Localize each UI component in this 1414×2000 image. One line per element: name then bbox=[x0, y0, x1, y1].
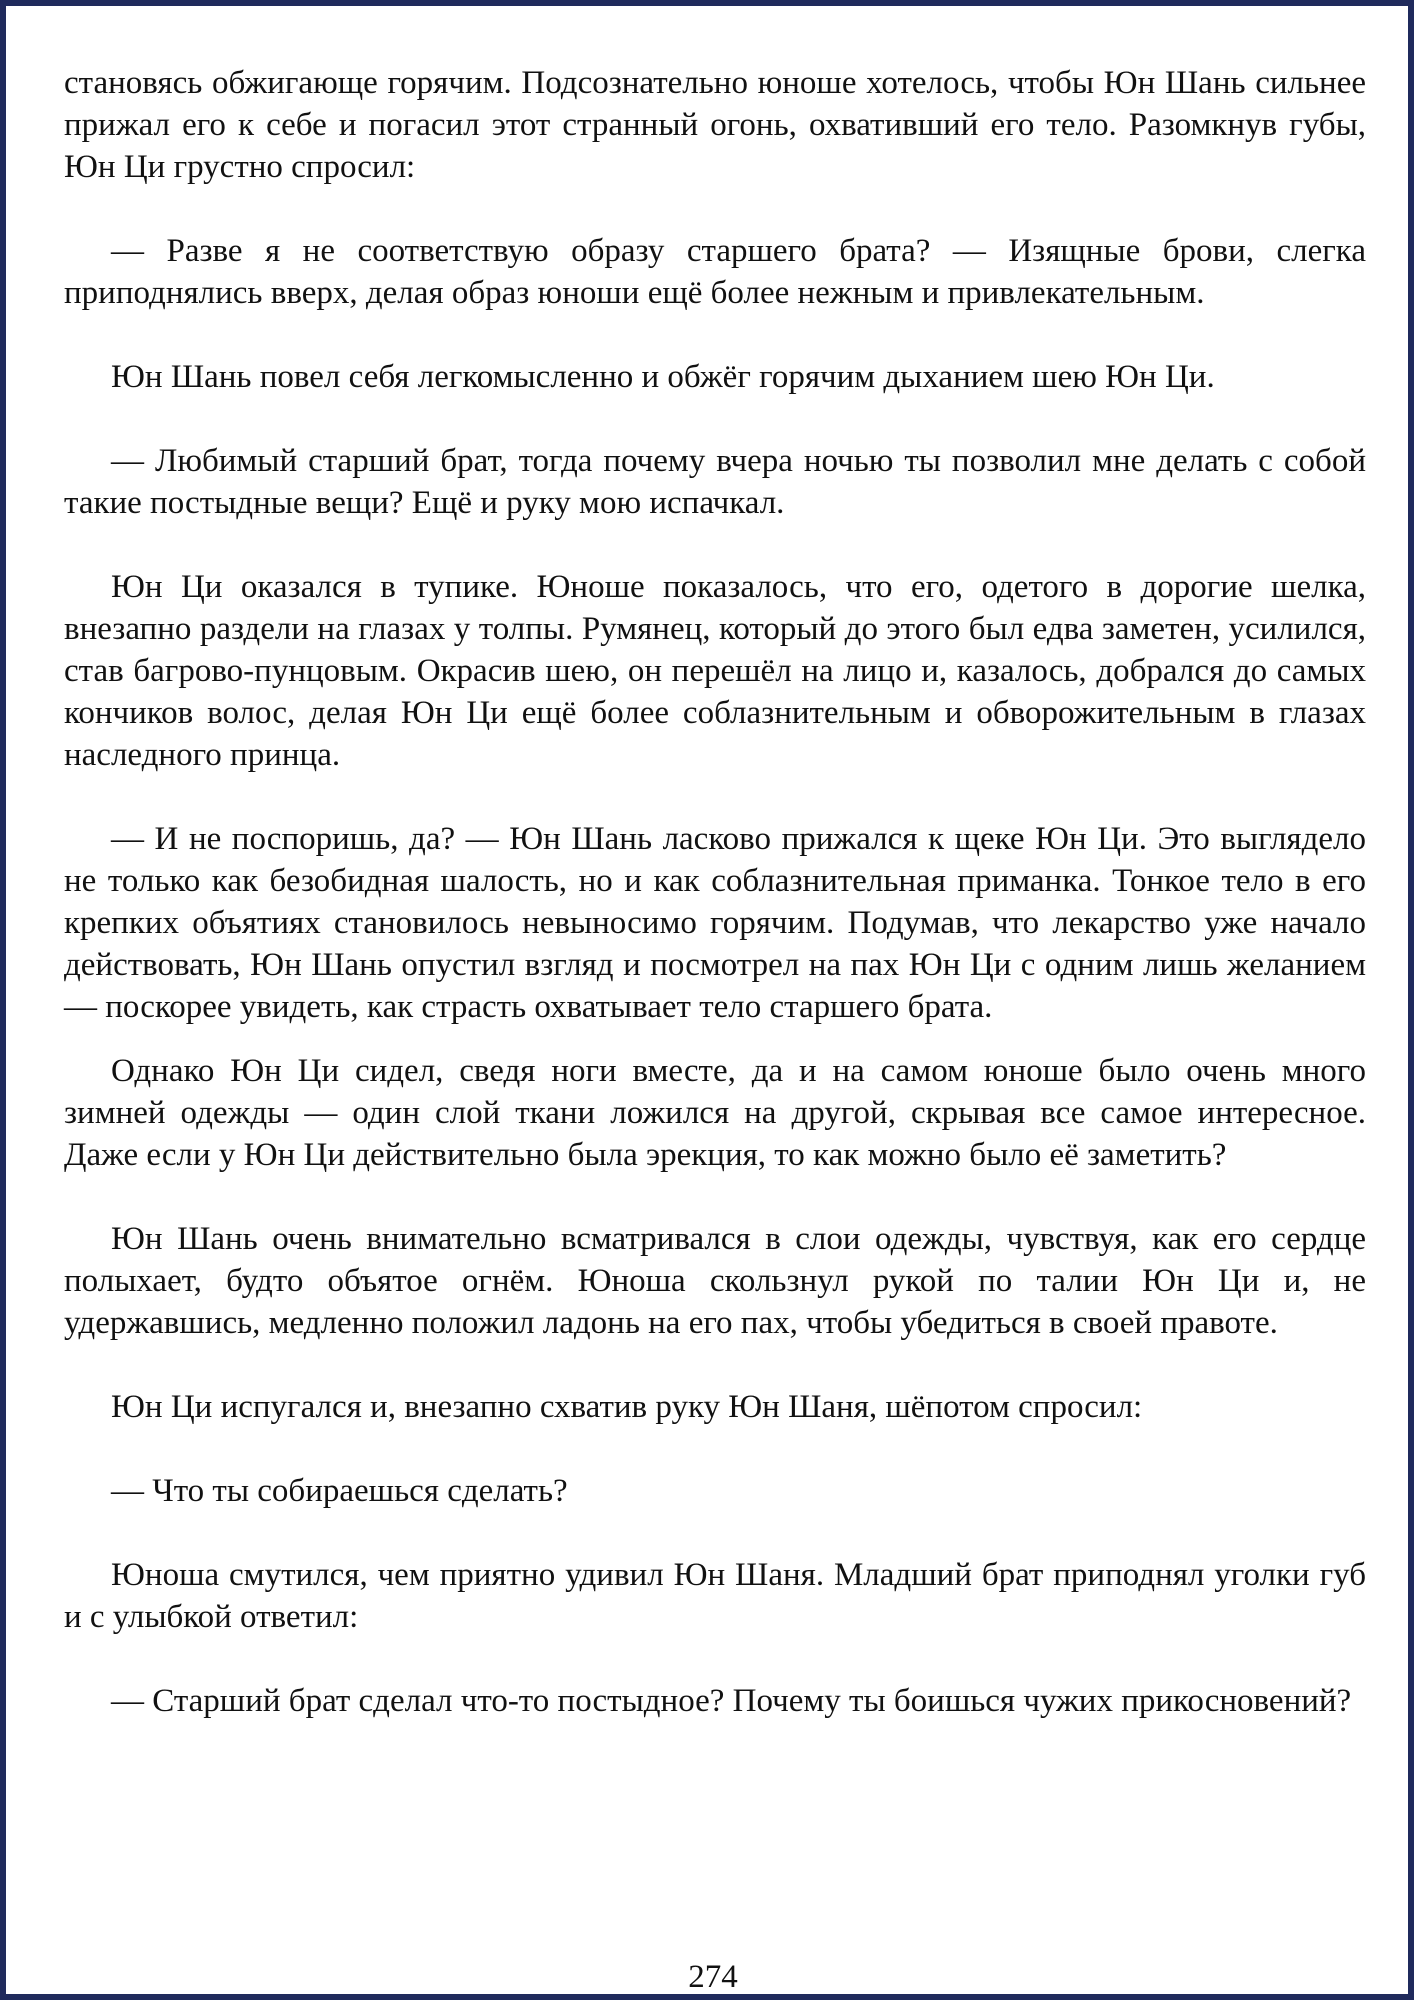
paragraph-2: — Разве я не соответствую образу старшего брата? — Изящные брови, слегка приподнялись вверх, делая образ юноши ещё более нежным и привлекательным. bbox=[64, 233, 1366, 311]
paragraph-1: становясь обжигающе горячим. Подсознательно юноше хотелось, чтобы Юн Шань сильнее прижал его к себе и погасил этот странный огонь, охвативший его тело. Разомкнув губы, Юн Ци грустно спросил: bbox=[64, 65, 1366, 185]
page-body bbox=[64, 62, 1366, 1764]
paragraph-11: Юноша смутился, чем приятно удивил Юн Шаня. Младший брат приподнял уголки губ и с улыбкой ответил: bbox=[64, 1557, 1366, 1635]
paragraph-7: Однако Юн Ци сидел, сведя ноги вместе, да и на самом юноше было очень много зимней одежды — один слой ткани ложился на другой, скрывая все самое интересное. Даже если у Юн Ци действительно была эрекция, то как можно было её заметить? bbox=[64, 1053, 1366, 1173]
paragraph-4: — Любимый старший брат, тогда почему вчера ночью ты позволил мне делать с собой такие постыдные вещи? Ещё и руку мою испачкал. bbox=[64, 443, 1366, 521]
paragraph-6: — И не поспоришь, да? — Юн Шань ласково прижался к щеке Юн Ци. Это выглядело не только как безобидная шалость, но и как соблазнительная приманка. Тонкое тело в его крепких объятиях становилось невыносимо горячим. Подумав, что лекарство уже начало действовать, Юн Шань опустил взгляд и посмотрел на пах Юн Ци с одним лишь желанием — поскорее увидеть, как страсть охватывает тело старшего брата. bbox=[64, 821, 1366, 1025]
paragraph-12: — Старший брат сделал что-то постыдное? Почему ты боишься чужих прикосновений? bbox=[111, 1683, 1352, 1719]
paragraph-10: — Что ты собираешься сделать? bbox=[111, 1473, 568, 1509]
paragraph-8: Юн Шань очень внимательно всматривался в слои одежды, чувствуя, как его сердце полыхает, будто объятое огнём. Юноша скользнул рукой по талии Юн Ци и, не удержавшись, медленно положил ладонь на его пах, чтобы убедиться в своей правоте. bbox=[64, 1221, 1366, 1341]
paragraph-9: Юн Ци испугался и, внезапно схватив руку Юн Шаня, шёпотом спросил: bbox=[111, 1389, 1143, 1425]
paragraph-3: Юн Шань повел себя легкомысленно и обжёг горячим дыханием шею Юн Ци. bbox=[111, 359, 1215, 395]
page-number: 274 bbox=[688, 1959, 738, 1995]
paragraph-5: Юн Ци оказался в тупике. Юноше показалось, что его, одетого в дорогие шелка, внезапно раздели на глазах у толпы. Румянец, который до этого был едва заметен, усилился, став багрово-пунцовым. Окрасив шею, он перешёл на лицо и, казалось, добрался до самых кончиков волос, делая Юн Ци ещё более соблазнительным и обворожительным в глазах наследного принца. bbox=[64, 569, 1366, 773]
